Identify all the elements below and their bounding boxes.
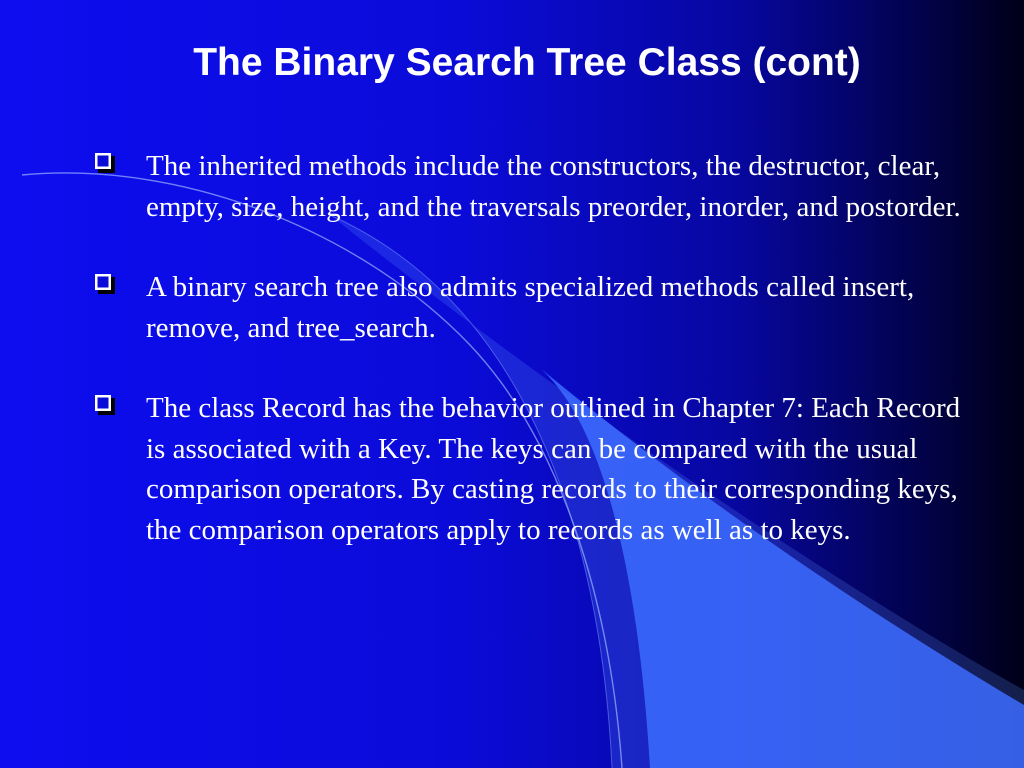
bullet-text: The inherited methods include the constructors, the destructor, clear, empty, size, height, and the traversals preorder, inorder, and postorder. bbox=[146, 150, 961, 223]
hollow-square-bullet-icon bbox=[94, 273, 116, 295]
hollow-square-bullet-icon bbox=[94, 394, 116, 416]
bullet-item bbox=[94, 267, 974, 348]
bullet-list bbox=[94, 146, 974, 590]
bullet-item bbox=[94, 388, 974, 550]
bullet-text: The class Record has the behavior outlined in Chapter 7: Each Record is associated with a Key. The keys can be compared with the usual comparison operators. By casting records to their corresponding keys, the comparison operators apply to records as well as to keys. bbox=[146, 392, 961, 546]
bullet-text: A binary search tree also admits specialized methods called insert, remove, and tree_search. bbox=[146, 271, 915, 344]
hollow-square-bullet-icon bbox=[94, 152, 116, 174]
bullet-item bbox=[94, 146, 974, 227]
slide-title: The Binary Search Tree Class (cont) bbox=[193, 41, 861, 84]
